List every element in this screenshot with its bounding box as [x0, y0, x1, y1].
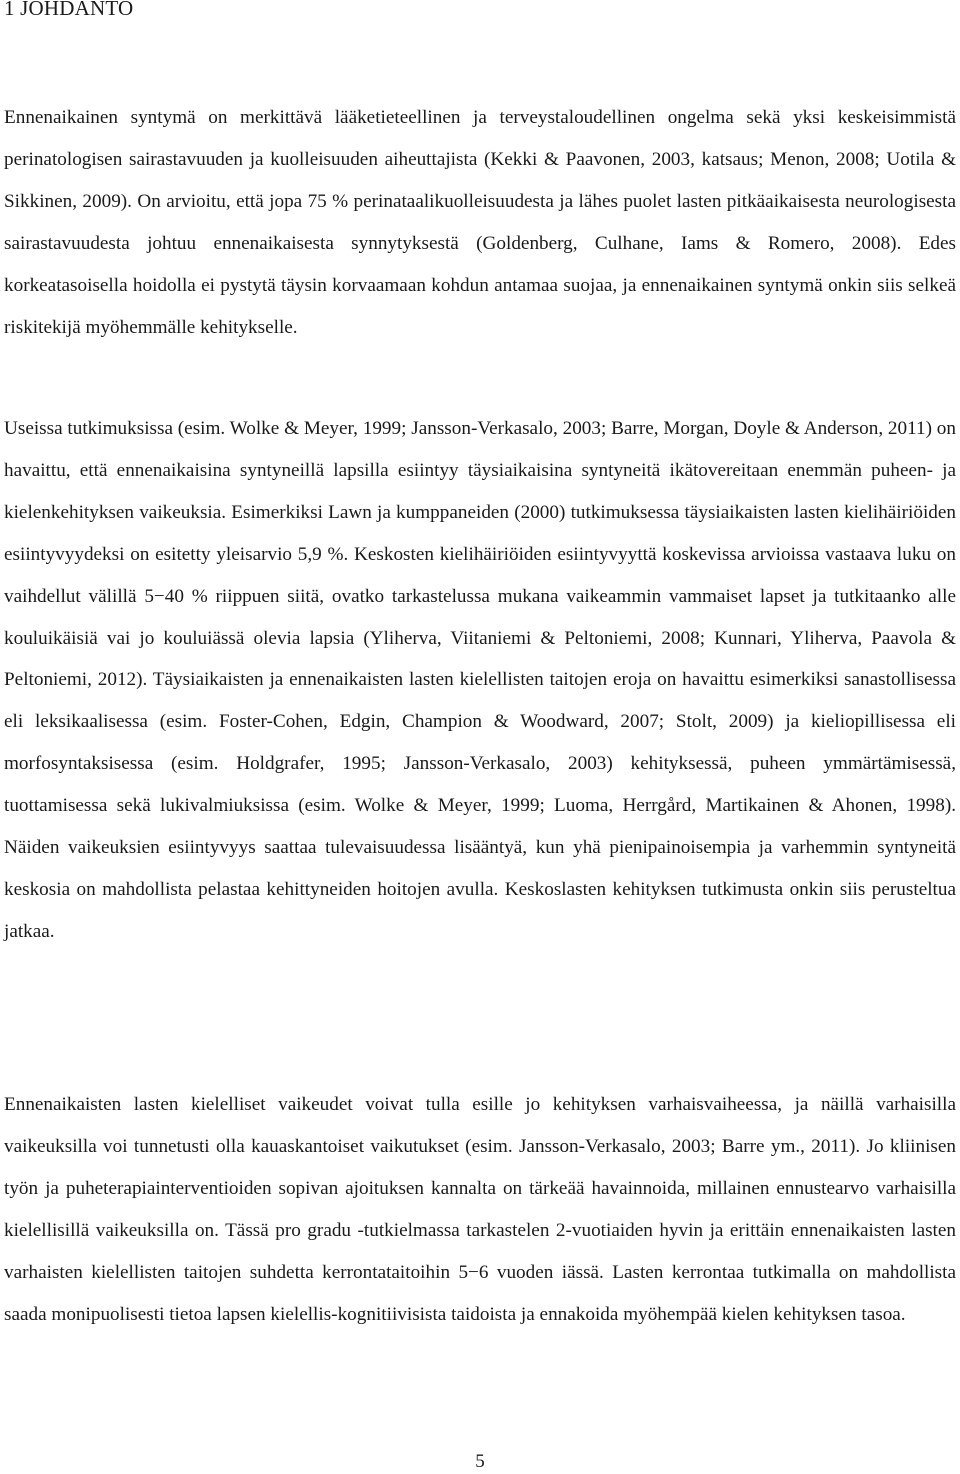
chapter-heading: 1 JOHDANTO: [4, 0, 134, 20]
paragraph-language-difficulties: Useissa tutkimuksissa (esim. Wolke & Meyer, 1999; Jansson-Verkasalo, 2003; Barre, Morgan, Doyle & Anderson, 2011) on havaittu, että ennenaikaisina syntyneillä lapsilla esiintyy täysiaikaisina syntyneitä ikätovereitaan enemmän puheen- ja kielenkehityksen vaikeuksia. Esimerkiksi Lawn ja kumppaneiden (2000) tutkimuksessa täysiaikaisten lasten kielihäiriöiden esiintyvyydeksi on esitetty yleisarvio 5,9 %. Keskosten kielihäiriöiden esiintyvyyttä koskevissa arvioissa vastaava luku on vaihdellut välillä 5−40 % riippuen siitä, ovatko tarkastelussa mukana vaikeammin vammaiset lapset ja tutkitaanko alle kouluikäisiä vai jo kouluiässä olevia lapsia (Yliherva, Viitaniemi & Peltoniemi, 2008; Kunnari, Yliherva, Paavola & Peltoniemi, 2012). Täysiaikaisten ja ennenaikaisten lasten kielellisten taitojen eroja on havaittu esimerkiksi sanastollisessa eli leksikaalisessa (esim. Foster-Cohen, Edgin, Champion & Woodward, 2007; Stolt, 2009) ja kieliopillisessa eli morfosyntaksisessa (esim. Holdgrafer, 1995; Jansson-Verkasalo, 2003) kehityksessä, puheen ymmärtämisessä, tuottamisessa sekä lukivalmiuksissa (esim. Wolke & Meyer, 1999; Luoma, Herrgård, Martikainen & Ahonen, 1998). Näiden vaikeuksien esiintyvyys saattaa tulevaisuudessa lisääntyä, kun yhä pienipainoisempia ja varhemmin syntyneitä keskosia on mahdollista pelastaa kehittyneiden hoitojen avulla. Keskoslasten kehityksen tutkimusta onkin siis perusteltua jatkaa.: [4, 418, 956, 942]
paragraph-thesis-aim: Ennenaikaisten lasten kielelliset vaikeudet voivat tulla esille jo kehityksen varhaisvaiheessa, ja näillä varhaisilla vaikeuksilla voi tunnetusti olla kauaskantoiset vaikutukset (esim. Jansson-Verkasalo, 2003; Barre ym., 2011). Jo kliinisen työn ja puheterapiainterventioiden sopivan ajoituksen kannalta on tärkeää havainnoida, millainen ennustearvo varhaisilla kielellisillä vaikeuksilla on. Tässä pro gradu -tutkielmassa tarkastelen 2-vuotiaiden hyvin ja erittäin ennenaikaisten lasten varhaisten kielellisten taitojen suhdetta kerrontataitoihin 5−6 vuoden iässä. Lasten kerrontaa tutkimalla on mahdollista saada monipuolisesti tietoa lapsen kielellis-kognitiivisista taidoista ja ennakoida myöhempää kielen kehityksen tasoa.: [4, 1094, 956, 1325]
page-number: 5: [475, 1451, 485, 1472]
paragraph-intro: Ennenaikainen syntymä on merkittävä lääketieteellinen ja terveystaloudellinen ongelma sekä yksi keskeisimmistä perinatologisen sairastavuuden ja kuolleisuuden aiheuttajista (Kekki & Paavonen, 2003, katsaus; Menon, 2008; Uotila & Sikkinen, 2009). On arvioitu, että jopa 75 % perinataalikuolleisuudesta ja lähes puolet lasten pitkäaikaisesta neurologisesta sairastavuudesta johtuu ennenaikaisesta synnytyksestä (Goldenberg, Culhane, Iams & Romero, 2008). Edes korkeatasoisella hoidolla ei pystytä täysin korvaamaan kohdun antamaa suojaa, ja ennenaikainen syntymä onkin siis selkeä riskitekijä myöhemmälle kehitykselle.: [4, 107, 956, 338]
